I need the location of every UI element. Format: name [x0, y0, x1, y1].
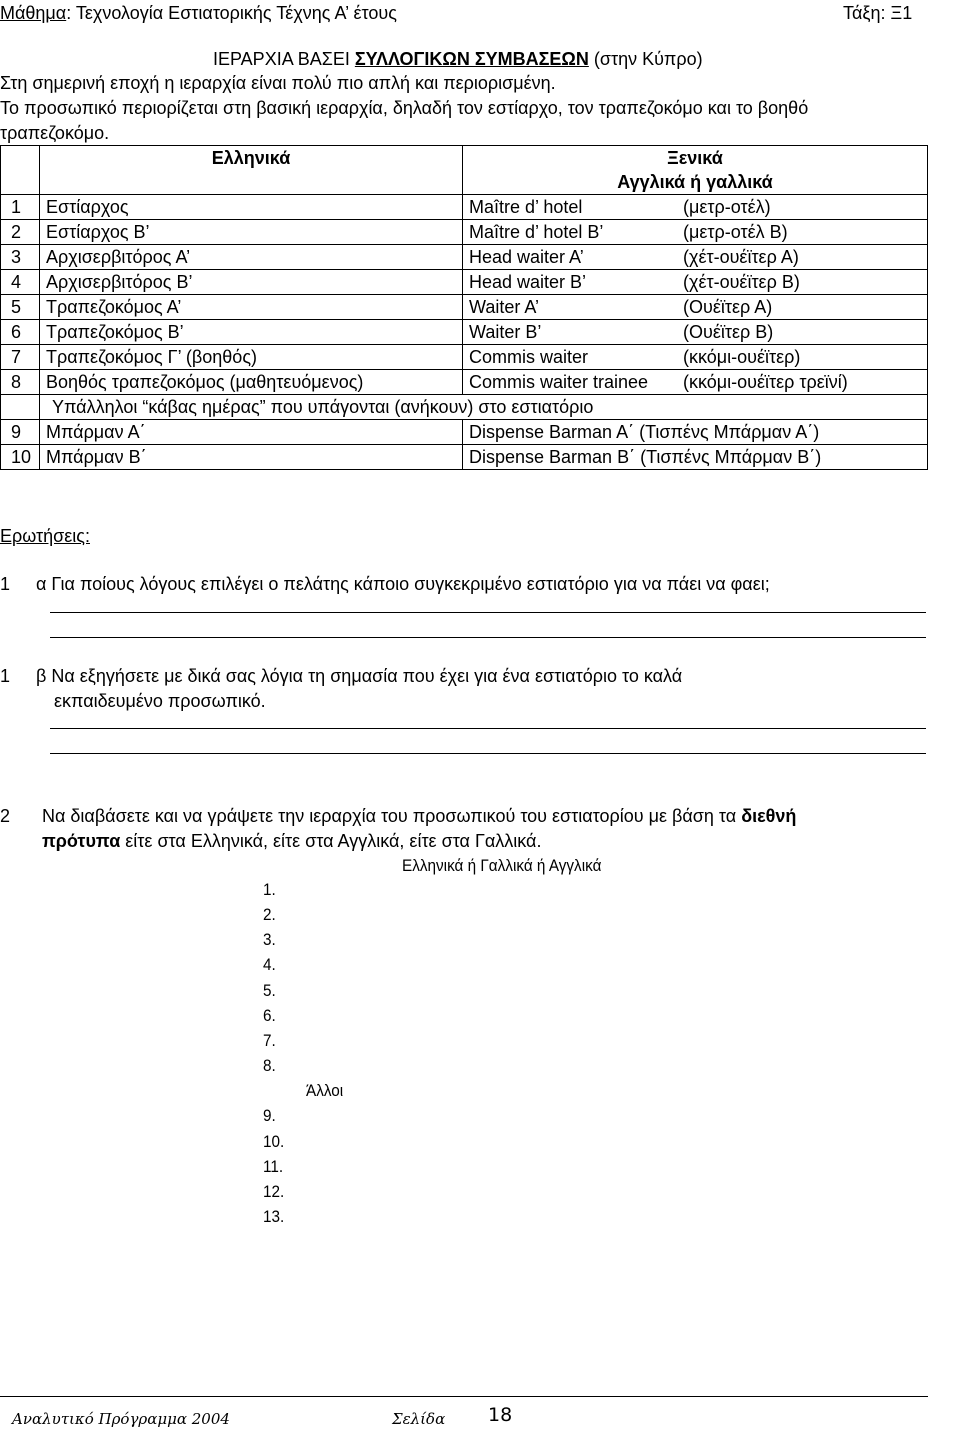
row-greek: Αρχισερβιτόρος Β’ [40, 270, 463, 295]
list-item-number: 5. [263, 981, 276, 1000]
row-foreign: Head waiter A’ [469, 247, 584, 267]
table-row [1, 345, 928, 370]
table-row [1, 320, 928, 345]
row-foreign: Commis waiter [469, 347, 589, 367]
row-greek: Τραπεζοκόμος Γ’ (βοηθός) [40, 345, 463, 370]
list-item-number: 9. [263, 1106, 276, 1125]
span-num-cell [1, 395, 40, 420]
subheader-greek-cell [40, 170, 463, 195]
table-header-row [1, 146, 928, 171]
row-foreign: Maître d’ hotel B’ [469, 222, 604, 242]
row-greek: Τραπεζοκόμος Α’ [40, 295, 463, 320]
table-row [1, 445, 928, 470]
row-pronunciation: (μετρ-οτέλ Β) [683, 222, 788, 242]
row-greek: Εστίαρχος Β’ [40, 220, 463, 245]
row-pronunciation: (κκόμι-ουέϊτερ) [683, 347, 801, 367]
title-part3: (στην Κύπρο) [588, 49, 703, 69]
row-foreign: Head waiter B’ [469, 272, 587, 292]
question-1b-number: 1 [0, 666, 11, 686]
answer-line[interactable] [50, 728, 926, 729]
subject-label: Μάθημα [0, 3, 67, 23]
row-number: 7 [1, 345, 40, 370]
row-foreign-cell [463, 270, 928, 295]
question-2-text-end: είτε στα Ελληνικά, είτε στα Αγγλικά, είτε στα Γαλλικά. [120, 831, 542, 851]
intro-line-2: Το προσωπικό περιορίζεται στη βασική ιεραρχία, δηλαδή τον εστίαρχο, τον τραπεζοκόμο και το βοηθό [0, 98, 809, 118]
title-part1: ΙΕΡΑΡΧΙΑ ΒΑΣΕΙ [213, 49, 355, 69]
row-foreign-cell [463, 345, 928, 370]
answer-line[interactable] [50, 637, 926, 638]
list-item-number: 2. [263, 905, 276, 924]
intro-line-1: Στη σημερινή εποχή η ιεραρχία είναι πολύ πιο απλή και περιορισμένη. [0, 73, 556, 93]
question-1b-text: β Να εξηγήσετε με δικά σας λόγια τη σημασία που έχει για ένα εστιατόριο το καλά [36, 666, 683, 686]
question-2-number: 2 [0, 806, 11, 826]
row-foreign: Waiter A’ [469, 297, 540, 317]
row-greek: Εστίαρχος [40, 195, 463, 220]
table-row [1, 195, 928, 220]
question-2-line-1 [42, 805, 796, 827]
list-item-number: 11. [263, 1157, 284, 1176]
row-greek: Μπάρμαν Α΄ [40, 420, 463, 445]
question-1b-text-cont: εκπαιδευμένο προσωπικό. [54, 691, 266, 711]
footer-divider [0, 1396, 928, 1397]
subject-line [0, 2, 397, 24]
row-number: 1 [1, 195, 40, 220]
table-row [1, 245, 928, 270]
row-foreign: Waiter B’ [469, 322, 542, 342]
list-item-number: 12. [263, 1182, 285, 1201]
row-foreign-cell [463, 295, 928, 320]
others-label: Άλλοι [306, 1081, 344, 1100]
row-foreign-cell [463, 320, 928, 345]
row-number: 5 [1, 295, 40, 320]
subject-text: : Τεχνολογία Εστιατορικής Τέχνης Α’ έτους [66, 3, 397, 23]
row-pronunciation: (χέτ-ουέϊτερ Α) [683, 247, 799, 267]
question-2-line-2 [42, 830, 541, 852]
row-pronunciation: (κκόμι-ουέϊτερ τρεϊνί) [683, 372, 848, 392]
question-2-text: Να διαβάσετε και να γράψετε την ιεραρχία του προσωπικού του εστιατορίου με βάση τα [42, 806, 742, 826]
question-1a-number: 1 [0, 574, 11, 594]
row-number: 6 [1, 320, 40, 345]
questions-heading: Ερωτήσεις: [0, 526, 90, 546]
row-foreign: Dispense Barman B΄ (Τισπένς Μπάρμαν Β΄) [463, 445, 928, 470]
question-2-bold-1: διεθνή [741, 806, 797, 826]
row-pronunciation: (χέτ-ουέϊτερ Β) [683, 272, 800, 292]
header-greek: Ελληνικά [40, 146, 463, 171]
class-label: Τάξη: Ξ1 [843, 3, 913, 23]
row-foreign-cell [463, 195, 928, 220]
intro-line-3: τραπεζοκόμο. [0, 123, 110, 143]
row-pronunciation: (Ουέϊτερ Α) [683, 297, 773, 317]
row-number: 3 [1, 245, 40, 270]
list-heading: Ελληνικά ή Γαλλικά ή Αγγλικά [402, 856, 602, 875]
list-item-number: 7. [263, 1031, 276, 1050]
table-row [1, 420, 928, 445]
header-foreign: Ξενικά [463, 146, 928, 171]
row-number: 4 [1, 270, 40, 295]
row-greek: Βοηθός τραπεζοκόμος (μαθητευόμενος) [40, 370, 463, 395]
row-foreign-cell [463, 220, 928, 245]
list-item-number: 13. [263, 1207, 285, 1226]
row-pronunciation: (μετρ-οτέλ) [683, 197, 771, 217]
table-row [1, 270, 928, 295]
document-title [213, 48, 703, 70]
table-span-row [1, 395, 928, 420]
list-item-number: 10. [263, 1132, 285, 1151]
row-greek: Αρχισερβιτόρος Α’ [40, 245, 463, 270]
row-foreign-cell [463, 245, 928, 270]
list-item-number: 8. [263, 1056, 276, 1075]
header-num-cell [1, 146, 40, 171]
row-number: 2 [1, 220, 40, 245]
row-greek: Μπάρμαν Β΄ [40, 445, 463, 470]
footer-page-number: 18 [488, 1404, 513, 1426]
table-subheader-row [1, 170, 928, 195]
row-foreign: Commis waiter trainee [469, 372, 649, 392]
row-greek: Τραπεζοκόμος Β’ [40, 320, 463, 345]
footer-program: Αναλυτικό Πρόγραμμα 2004 [12, 1410, 230, 1428]
answer-line[interactable] [50, 612, 926, 613]
list-item-number: 1. [263, 880, 276, 899]
row-pronunciation: (Ουέϊτερ Β) [683, 322, 774, 342]
question-1a-text: α Για ποίους λόγους επιλέγει ο πελάτης κάποιο συγκεκριμένο εστιατόριο για να πάει να φαει; [36, 574, 770, 594]
hierarchy-table [0, 145, 928, 470]
footer-page-label: Σελίδα [392, 1410, 446, 1428]
list-item-number: 3. [263, 930, 276, 949]
header-foreign-sub: Αγγλικά ή γαλλικά [463, 170, 928, 195]
answer-line[interactable] [50, 753, 926, 754]
table-row [1, 370, 928, 395]
row-foreign: Dispense Barman A΄ (Τισπένς Μπάρμαν Α΄) [463, 420, 928, 445]
row-number: 10 [1, 445, 40, 470]
span-row-text: Υπάλληλοι “κάβας ημέρας” που υπάγονται (ανήκουν) στο εστιατόριο [40, 395, 928, 420]
table-row [1, 295, 928, 320]
row-foreign-cell [463, 370, 928, 395]
subheader-num-cell [1, 170, 40, 195]
list-item-number: 4. [263, 955, 276, 974]
row-number: 9 [1, 420, 40, 445]
row-number: 8 [1, 370, 40, 395]
list-item-number: 6. [263, 1006, 276, 1025]
question-2-bold-2: πρότυπα [42, 831, 121, 851]
row-foreign: Maître d’ hotel [469, 197, 583, 217]
title-part2: ΣΥΛΛΟΓΙΚΩΝ ΣΥΜΒΑΣΕΩΝ [354, 49, 589, 69]
table-row [1, 220, 928, 245]
